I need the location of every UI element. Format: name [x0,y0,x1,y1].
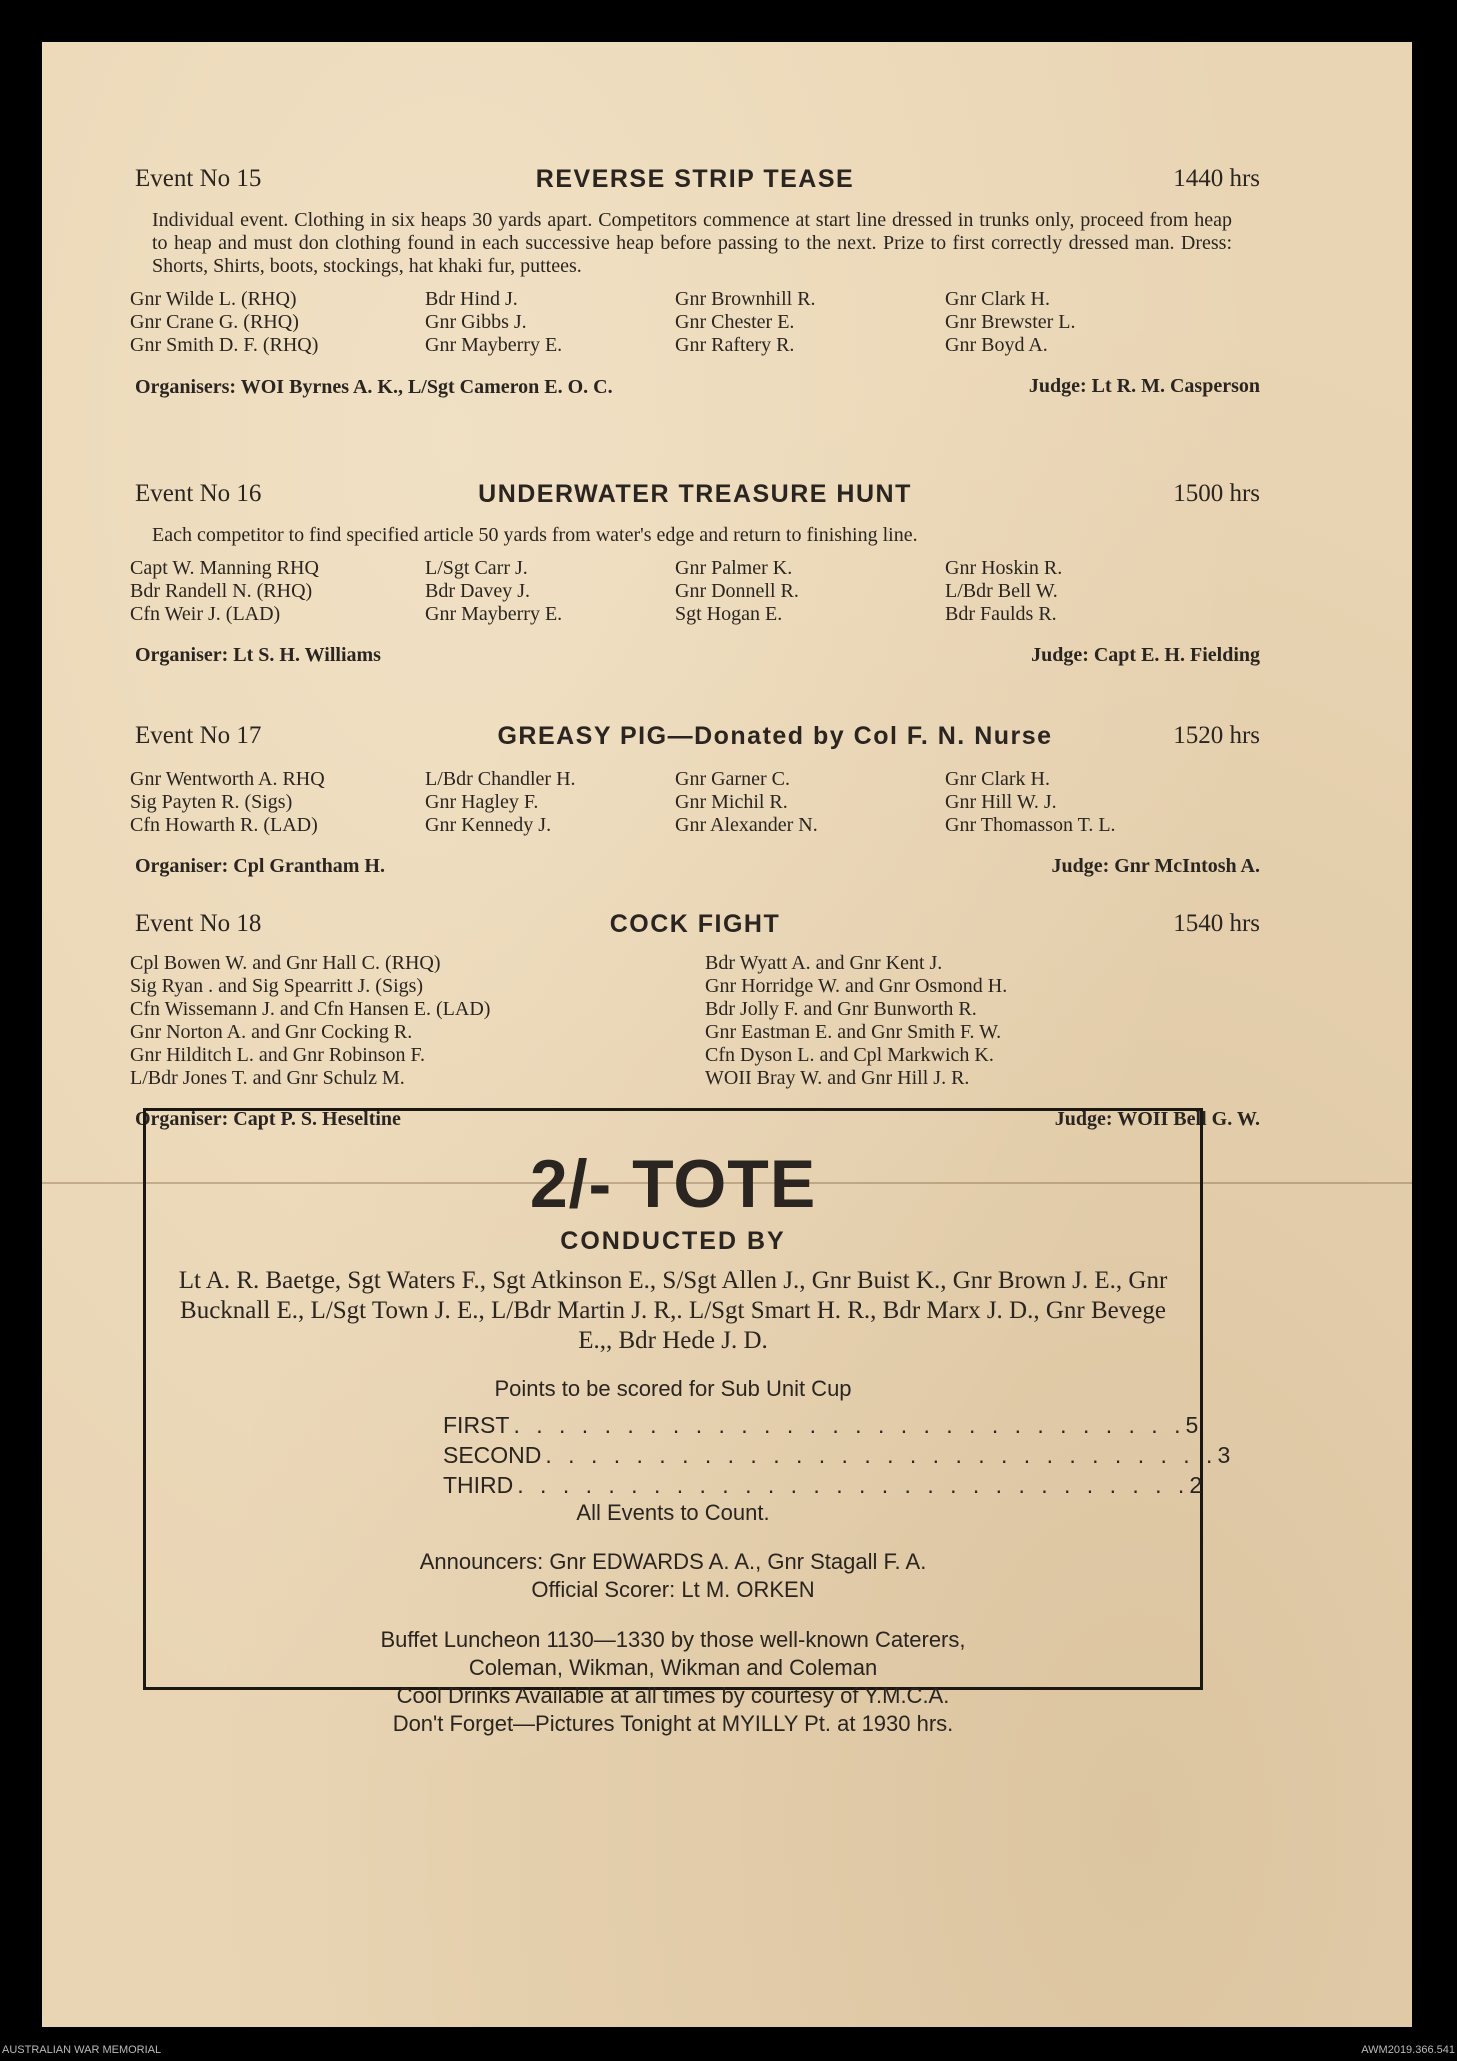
competitor: Gnr Gibbs J. [425,311,527,333]
event-number: Event No 17 [135,722,262,749]
event-title: GREASY PIG—Donated by Col F. N. Nurse [497,722,1053,750]
note-line: Don't Forget—Pictures Tonight at MYILLY Pt. at 1930 hrs. [392,1711,954,1736]
archive-name: AUSTRALIAN WAR MEMORIAL [2,2044,162,2056]
competitor-pair: Cfn Wissemann J. and Cfn Hansen E. (LAD) [130,998,491,1020]
competitor: Gnr Donnell R. [675,580,799,602]
competitor-column [675,288,945,357]
points-table [443,1410,1231,1500]
competitor: Gnr Smith D. F. (RHQ) [130,334,319,356]
competitor: L/Bdr Chandler H. [425,768,576,790]
competitor-column [675,768,945,837]
competitor-list [130,768,1260,837]
place-points: 5 [1185,1412,1199,1438]
competitor-pair: Gnr Norton A. and Gnr Cocking R. [130,1021,413,1043]
competitor-column [425,768,675,837]
competitor: Gnr Chester E. [675,311,795,333]
pair-column [705,952,1225,1090]
event-title: REVERSE STRIP TEASE [535,165,855,193]
officials [146,1548,1200,1604]
event-number: Event No 15 [135,165,262,192]
points-row [443,1410,1199,1440]
organiser: Organiser: Lt S. H. Williams [135,644,381,666]
competitor: Gnr Mayberry E. [425,334,563,356]
official-scorer: Official Scorer: Lt M. ORKEN [531,1577,815,1602]
competitor: Bdr Faulds R. [945,603,1057,625]
event-header [130,165,1260,205]
competitor: Gnr Alexander N. [675,814,818,836]
points-heading: Points to be scored for Sub Unit Cup [494,1376,852,1401]
competitor: L/Sgt Carr J. [425,557,528,579]
note-line: Buffet Luncheon 1130—1330 by those well-known Caterers, [380,1627,966,1652]
event-15 [130,165,1260,435]
competitor-pair: WOII Bray W. and Gnr Hill J. R. [705,1067,970,1089]
competitor: Gnr Michil R. [675,791,788,813]
competitor: Sgt Hogan E. [675,603,783,625]
archive-footer [0,2040,1457,2061]
competitor: Gnr Brewster L. [945,311,1076,333]
event-credits [130,855,1260,901]
tote-notes [146,1626,1200,1738]
competitor: Sig Payten R. (Sigs) [130,791,293,813]
tote-subtitle: CONDUCTED BY [560,1227,786,1255]
competitor: Bdr Hind J. [425,288,518,310]
competitor-pair: Sig Ryan . and Sig Spearritt J. (Sigs) [130,975,424,997]
tote-conductors: Lt A. R. Baetge, Sgt Waters F., Sgt Atkinson E., S/Sgt Allen J., Gnr Buist K., Gnr Brown J. E., Gnr Bucknall E., L/Sgt Town J. E., L/Bdr Martin J. R,. L/Sgt Smart H. R., Bdr Marx J. D., Gnr Bevege E.,, Bdr Hede J. D. [178,1267,1168,1354]
place-label: FIRST [443,1412,510,1438]
event-time: 1440 hrs [1173,165,1260,192]
competitor: Gnr Brownhill R. [675,288,816,310]
competitor-column [425,288,675,357]
competitor: Gnr Boyd A. [945,334,1048,356]
competitor-column [130,768,425,837]
competitor: Gnr Mayberry E. [425,603,563,625]
competitor-list [130,557,1260,626]
competitor: Cfn Howarth R. (LAD) [130,814,318,836]
event-description: Individual event. Clothing in six heaps 30 yards apart. Competitors commence at start line dressed in trunks only, proceed from heap to heap and must don clothing found in each successive heap before passing to the next. Prize to first correctly dressed man. Dress: Shorts, Shirts, boots, stockings, hat khaki fur, puttees. [152,209,1232,277]
event-16 [130,480,1260,690]
count-note: All Events to Count. [576,1500,770,1525]
competitor: Gnr Hill W. J. [945,791,1057,813]
event-number: Event No 16 [135,480,262,507]
competitor-pair: Gnr Horridge W. and Gnr Osmond H. [705,975,1008,997]
event-title: UNDERWATER TREASURE HUNT [478,480,912,508]
leader-dots: . . . . . . . . . . . . . . . . . . . . . . . . . . . . . . [517,1472,1190,1498]
competitor-column [945,557,1215,626]
competitor-column [425,557,675,626]
competitor-column [675,557,945,626]
event-credits [130,375,1260,435]
competitor: Gnr Garner C. [675,768,790,790]
judge: Judge: WOII Bell G. W. [1054,1108,1260,1130]
competitor-pair: Gnr Eastman E. and Gnr Smith F. W. [705,1021,1002,1043]
competitor-pair: Cpl Bowen W. and Gnr Hall C. (RHQ) [130,952,441,974]
judge: Judge: Gnr McIntosh A. [1051,855,1260,877]
event-number: Event No 18 [135,910,262,937]
place-points: 2 [1189,1472,1203,1498]
competitor-column [945,768,1215,837]
competitor: Gnr Hoskin R. [945,557,1063,579]
points-row [443,1470,1203,1500]
competitor: Gnr Kennedy J. [425,814,552,836]
event-title: COCK FIGHT [609,910,781,938]
competitor: Bdr Randell N. (RHQ) [130,580,313,602]
competitor-pair: L/Bdr Jones T. and Gnr Schulz M. [130,1067,405,1089]
judge: Judge: Lt R. M. Casperson [1028,375,1260,397]
pair-column [130,952,705,1090]
event-header [130,722,1260,762]
competitor: Gnr Clark H. [945,288,1050,310]
event-credits [130,644,1260,690]
place-label: THIRD [443,1472,514,1498]
place-points: 3 [1217,1442,1231,1468]
judge: Judge: Capt E. H. Fielding [1031,644,1260,666]
leader-dots: . . . . . . . . . . . . . . . . . . . . . . . . . . . . . . [545,1442,1218,1468]
organiser: Organiser: Cpl Grantham H. [135,855,385,877]
competitor-pair: Bdr Wyatt A. and Gnr Kent J. [705,952,943,974]
competitor-column [130,557,425,626]
competitor-pair: Bdr Jolly F. and Gnr Bunworth R. [705,998,977,1020]
competitor: Gnr Crane G. (RHQ) [130,311,299,333]
event-header [130,480,1260,520]
competitor: Bdr Davey J. [425,580,530,602]
competitor: Gnr Raftery R. [675,334,795,356]
place-label: SECOND [443,1442,542,1468]
competitor-pair: Gnr Hilditch L. and Gnr Robinson F. [130,1044,426,1066]
competitor: Gnr Thomasson T. L. [945,814,1116,836]
note-line: Coleman, Wikman, Wikman and Coleman [468,1655,878,1680]
tote-box [143,1108,1231,1736]
competitor-list [130,288,1260,357]
competitor: Gnr Clark H. [945,768,1050,790]
competitor: L/Bdr Bell W. [945,580,1058,602]
leader-dots: . . . . . . . . . . . . . . . . . . . . . . . . . . . . . . [513,1412,1186,1438]
competitor: Cfn Weir J. (LAD) [130,603,281,625]
archive-accession: AWM2019.366.541 [1361,2044,1455,2056]
competitor: Gnr Palmer K. [675,557,793,579]
organiser: Organisers: WOI Byrnes A. K., L/Sgt Cameron E. O. C. [135,376,613,398]
event-time: 1520 hrs [1173,722,1260,749]
competitor: Gnr Wentworth A. RHQ [130,768,325,790]
note-line: Cool Drinks Available at all times by courtesy of Y.M.C.A. [396,1683,950,1708]
tote-title: 2/- TOTE [529,1146,817,1222]
announcers: Announcers: Gnr EDWARDS A. A., Gnr Stagall F. A. [419,1549,927,1574]
event-17 [130,722,1260,901]
competitor-column [130,288,425,357]
event-header [130,910,1260,950]
competitor: Gnr Hagley F. [425,791,539,813]
pair-list [130,952,1260,1090]
competitor: Capt W. Manning RHQ [130,557,319,579]
competitor-column [945,288,1215,357]
competitor-pair: Cfn Dyson L. and Cpl Markwich K. [705,1044,994,1066]
competitor: Gnr Wilde L. (RHQ) [130,288,297,310]
event-time: 1500 hrs [1173,480,1260,507]
event-description: Each competitor to find specified article 50 yards from water's edge and return to finishing line. [152,524,918,546]
organiser: Organiser: Capt P. S. Heseltine [135,1108,401,1130]
event-time: 1540 hrs [1173,910,1260,937]
points-row [443,1440,1231,1470]
